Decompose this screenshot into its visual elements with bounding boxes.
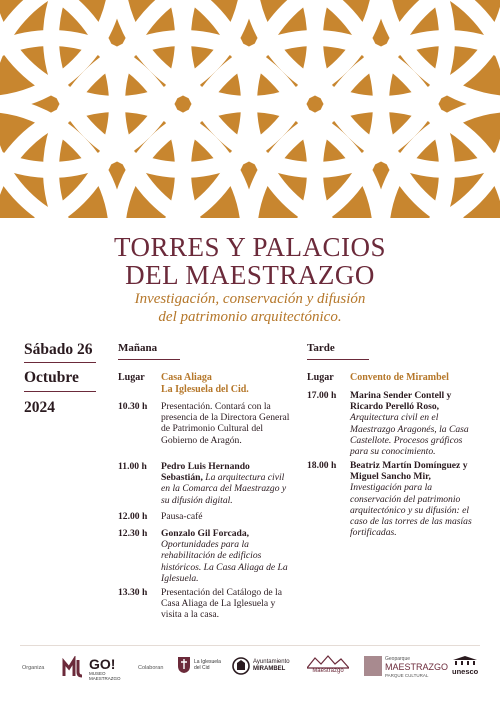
- ayuntamiento-text: Ayuntamiento: [253, 659, 290, 665]
- iglesuela-logo-text: del Cid: [194, 665, 210, 671]
- mirambel-text: MIRAMBEL: [253, 666, 286, 672]
- morning-time-1: 10.30 h: [118, 401, 148, 412]
- colaboran-label: Colaboran: [138, 665, 164, 671]
- go-logo-subtext: MAESTRAZGO: [89, 676, 121, 681]
- iglesuela-shield-icon: [177, 656, 191, 674]
- afternoon-entry-1: [350, 390, 480, 457]
- morning-venue-town: La Iglesuela del Cid.: [161, 384, 249, 395]
- date-divider: [24, 362, 96, 363]
- iglesuela-logo-text: La Iglesuela: [194, 659, 221, 665]
- geoparque-small-text: Geoparque: [385, 656, 411, 662]
- afternoon-place-label: Lugar: [307, 372, 334, 383]
- organiza-label: Organiza: [22, 665, 45, 671]
- afternoon-venue-name: Convento de Mirambel: [350, 372, 449, 383]
- morning-entry-3: Pausa-café: [161, 511, 203, 522]
- talk-title: La arquitectura civil en la Comarca del Maestrazgo y su difusión digital.: [161, 472, 287, 506]
- go-logo-subtext: MUSEO: [89, 671, 106, 676]
- date-month: Octubre: [24, 369, 79, 386]
- subtitle-line-1: Investigación, conservación y difusión: [134, 291, 366, 307]
- afternoon-entry-2: [350, 460, 480, 538]
- unesco-text: unesco: [452, 667, 479, 676]
- date-year: 2024: [24, 399, 55, 416]
- morning-venue-name: Casa Aliaga: [161, 372, 212, 383]
- talk-title: Investigación para la conservación del patrimonio arquitectónico y su difusión: el caso de las torres de las masías fortificadas.: [350, 482, 472, 539]
- footer-divider: [20, 645, 480, 646]
- speaker-name: Marina Sender Contell y Ricardo Perelló Roso,: [350, 390, 452, 413]
- speaker-name: Pedro Luis Hernando Sebastián,: [161, 461, 250, 484]
- mountains-icon: [307, 655, 349, 669]
- decorative-flower-of-life-banner: [0, 0, 500, 218]
- morning-entry-2: [161, 461, 293, 506]
- parque-cultural-text: PARQUE CULTURAL: [385, 673, 429, 678]
- museo-mark-icon: [62, 656, 86, 678]
- morning-time-4: 12.30 h: [118, 528, 148, 539]
- geoparque-name-text: MAESTRAZGO: [385, 662, 449, 672]
- morning-entry-4: [161, 528, 293, 584]
- morning-heading: Mañana: [118, 342, 158, 354]
- afternoon-heading: Tarde: [307, 342, 335, 354]
- mirambel-crest-icon: [232, 656, 250, 676]
- title-line-2: DEL MAESTRAZGO: [125, 260, 375, 290]
- date-divider: [24, 391, 96, 392]
- morning-time-5: 13.30 h: [118, 587, 148, 598]
- morning-place-label: Lugar: [118, 372, 145, 383]
- speaker-name: Gonzalo Gil Forcada,: [161, 528, 250, 539]
- afternoon-time-2: 18.00 h: [307, 460, 337, 471]
- unesco-temple-icon: [452, 656, 478, 666]
- geoparque-mark-icon: [364, 656, 382, 676]
- go-logo-text: GO!: [89, 656, 116, 672]
- morning-entry-1: Presentación. Contará con la presencia de la Directora General de Patrimonio Cultural del Gobierno de Aragón.: [161, 401, 290, 446]
- morning-entry-5: Presentación del Catálogo de la Casa Aliaga de La Iglesuela y visita a la casa.: [161, 587, 282, 621]
- afternoon-time-1: 17.00 h: [307, 390, 337, 401]
- morning-heading-rule: [118, 359, 180, 360]
- comarca-text: Maestrazgo: [312, 668, 344, 674]
- speaker-name: Beatriz Martín Domínguez y Miguel Sancho Mir,: [350, 460, 468, 483]
- afternoon-heading-rule: [307, 359, 369, 360]
- talk-title: Arquitectura civil en el Maestrazgo Aragonés, la Casa Castellote. Procesos gráficos para su conocimiento.: [350, 412, 469, 458]
- talk-title: Oportunidades para la rehabilitación de edificios históricos. La Casa Aliaga de La Iglesuela.: [161, 539, 288, 584]
- morning-time-3: 12.00 h: [118, 511, 148, 522]
- subtitle-line-2: del patrimonio arquitectónico.: [158, 309, 342, 325]
- title-line-1: TORRES Y PALACIOS: [113, 232, 387, 262]
- morning-time-2: 11.00 h: [118, 461, 147, 472]
- date-day: Sábado 26: [24, 341, 93, 358]
